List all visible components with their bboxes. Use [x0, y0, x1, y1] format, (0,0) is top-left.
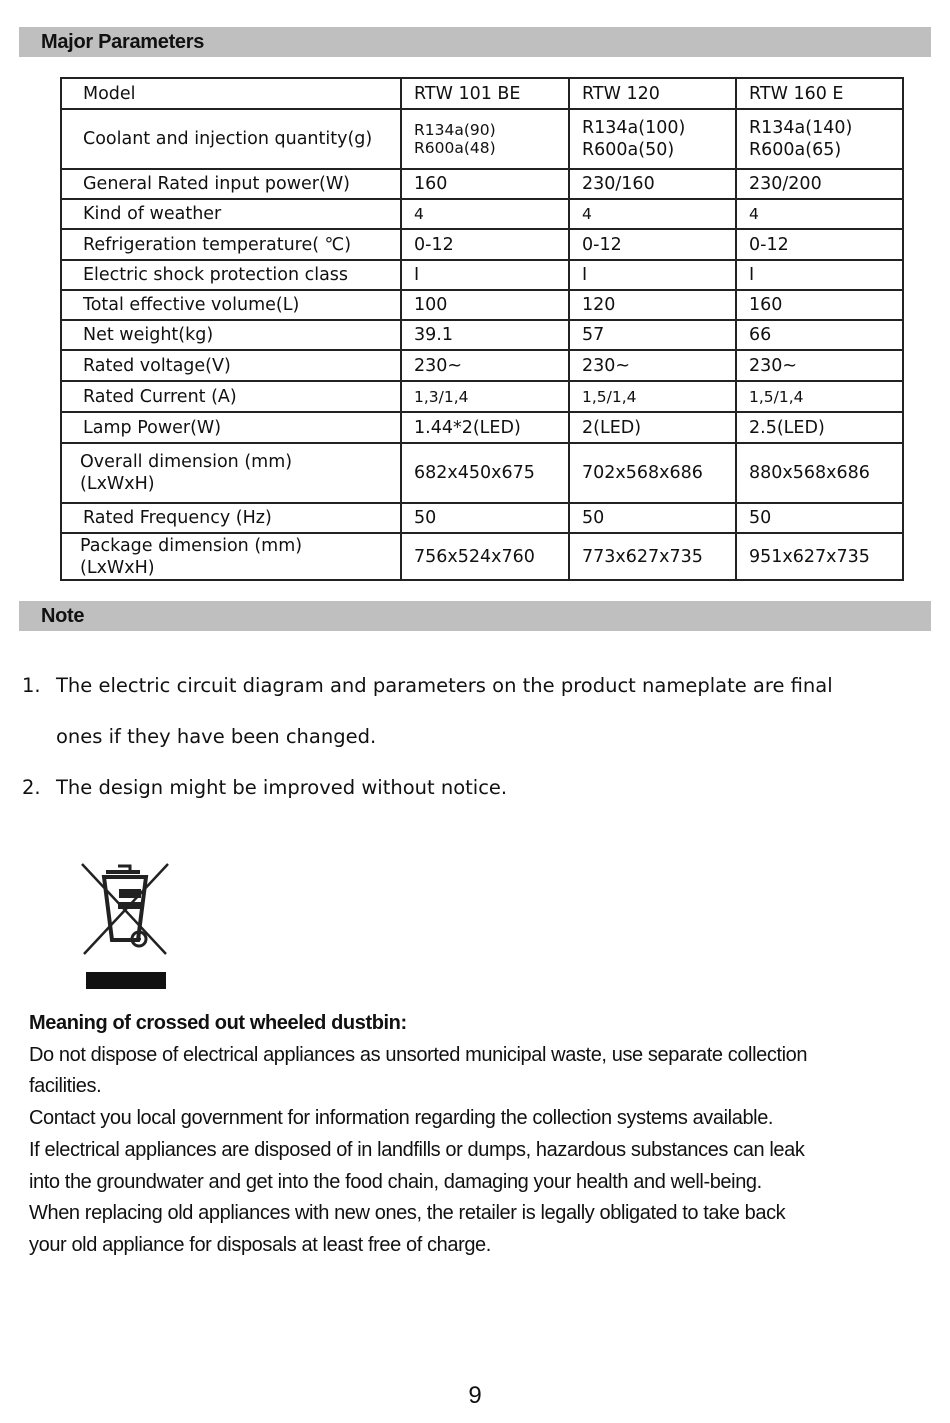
table-cell: 50 [401, 503, 569, 533]
row-label: Refrigeration temperature( ℃) [61, 229, 401, 260]
table-cell [569, 109, 736, 169]
note-title: Note [41, 605, 85, 627]
table-cell: 66 [736, 320, 903, 350]
model-header: RTW 101 BE [401, 78, 569, 109]
row-label-line: (LxWxH) [80, 557, 155, 578]
table-cell: 230/200 [736, 169, 903, 199]
row-label [61, 533, 401, 580]
table-cell: 0-12 [401, 229, 569, 260]
table-cell: 1.44*2(LED) [401, 412, 569, 443]
table-row [61, 503, 903, 533]
table-header-row [61, 78, 903, 109]
meaning-line: facilities. [29, 1075, 102, 1098]
table-cell: 4 [401, 199, 569, 229]
table-cell: 230~ [736, 350, 903, 381]
note-line: ones if they have been changed. [56, 725, 377, 748]
note-line: The design might be improved without notice. [56, 776, 508, 799]
table-cell: 1,3/1,4 [401, 381, 569, 412]
meaning-line: Contact you local government for information regarding the collection systems available. [29, 1107, 774, 1130]
dustbin-meaning [29, 1008, 929, 1262]
meaning-line: If electrical appliances are disposed of in landfills or dumps, hazardous substances can leak [29, 1138, 805, 1161]
table-cell: I [401, 260, 569, 290]
cell-line: R600a(65) [749, 140, 842, 160]
meaning-line: When replacing old appliances with new ones, the retailer is legally obligated to take back [29, 1202, 786, 1225]
table-row [61, 109, 903, 169]
row-label-line: Overall dimension (mm) [80, 452, 293, 472]
note-line: The electric circuit diagram and parameters on the product nameplate are final [56, 674, 833, 697]
table-cell: 951x627x735 [736, 533, 903, 580]
row-label: Total effective volume(L) [61, 290, 401, 320]
parameters-table [60, 77, 904, 581]
row-label-line: Package dimension (mm) [80, 535, 303, 556]
table-cell: 773x627x735 [569, 533, 736, 580]
row-label: General Rated input power(W) [61, 169, 401, 199]
table-cell: 0-12 [569, 229, 736, 260]
note-item [22, 660, 922, 762]
meaning-line: your old appliance for disposals at least free of charge. [29, 1233, 491, 1256]
table-cell: 0-12 [736, 229, 903, 260]
row-label: Lamp Power(W) [61, 412, 401, 443]
row-label [61, 443, 401, 503]
table-cell: 1,5/1,4 [736, 381, 903, 412]
row-label: Rated Current (A) [61, 381, 401, 412]
table-cell: I [569, 260, 736, 290]
table-cell: 57 [569, 320, 736, 350]
table-cell: 230~ [401, 350, 569, 381]
crossed-out-wheeled-bin-icon [78, 858, 172, 990]
row-label: Net weight(kg) [61, 320, 401, 350]
table-cell: 160 [736, 290, 903, 320]
table-row [61, 199, 903, 229]
table-cell [736, 109, 903, 169]
note-item [22, 762, 922, 813]
table-row [61, 381, 903, 412]
table-cell: I [736, 260, 903, 290]
model-label: Model [61, 78, 401, 109]
table-cell [401, 109, 569, 169]
table-cell: 160 [401, 169, 569, 199]
table-cell: 4 [569, 199, 736, 229]
table-row [61, 260, 903, 290]
table-row [61, 169, 903, 199]
table-cell: 2.5(LED) [736, 412, 903, 443]
dustbin-meaning-title: Meaning of crossed out wheeled dustbin: [29, 1012, 407, 1034]
note-header [19, 601, 931, 631]
table-row [61, 229, 903, 260]
table-cell: 4 [736, 199, 903, 229]
row-label: Kind of weather [61, 199, 401, 229]
note-number: 1. [22, 674, 41, 697]
table-cell: 682x450x675 [401, 443, 569, 503]
meaning-line: into the groundwater and get into the food chain, damaging your health and well-being. [29, 1170, 762, 1193]
cell-line: R134a(90) [414, 121, 496, 139]
major-parameters-header [19, 27, 931, 57]
cell-line: R134a(140) [749, 118, 853, 138]
table-cell: 39.1 [401, 320, 569, 350]
cell-line: R134a(100) [582, 118, 686, 138]
row-label: Rated Frequency (Hz) [61, 503, 401, 533]
model-header: RTW 120 [569, 78, 736, 109]
row-label: Coolant and injection quantity(g) [61, 109, 401, 169]
table-row [61, 320, 903, 350]
table-row [61, 290, 903, 320]
table-cell: 100 [401, 290, 569, 320]
model-header: RTW 160 E [736, 78, 903, 109]
table-cell: 702x568x686 [569, 443, 736, 503]
page-number: 9 [468, 1382, 482, 1409]
row-label: Electric shock protection class [61, 260, 401, 290]
table-row [61, 412, 903, 443]
table-row [61, 533, 903, 580]
table-cell: 1,5/1,4 [569, 381, 736, 412]
table-cell: 230~ [569, 350, 736, 381]
table-row [61, 443, 903, 503]
cell-line: R600a(50) [582, 140, 675, 160]
meaning-line: Do not dispose of electrical appliances as unsorted municipal waste, use separate collection [29, 1043, 808, 1066]
note-list [22, 660, 922, 813]
table-cell: 880x568x686 [736, 443, 903, 503]
row-label: Rated voltage(V) [61, 350, 401, 381]
table-cell: 756x524x760 [401, 533, 569, 580]
row-label-line: (LxWxH) [80, 474, 155, 494]
note-number: 2. [22, 776, 41, 799]
table-row [61, 350, 903, 381]
table-cell: 120 [569, 290, 736, 320]
table-cell: 230/160 [569, 169, 736, 199]
table-cell: 50 [736, 503, 903, 533]
major-parameters-title: Major Parameters [41, 31, 205, 53]
table-cell: 50 [569, 503, 736, 533]
cell-line: R600a(48) [414, 139, 496, 157]
table-cell: 2(LED) [569, 412, 736, 443]
